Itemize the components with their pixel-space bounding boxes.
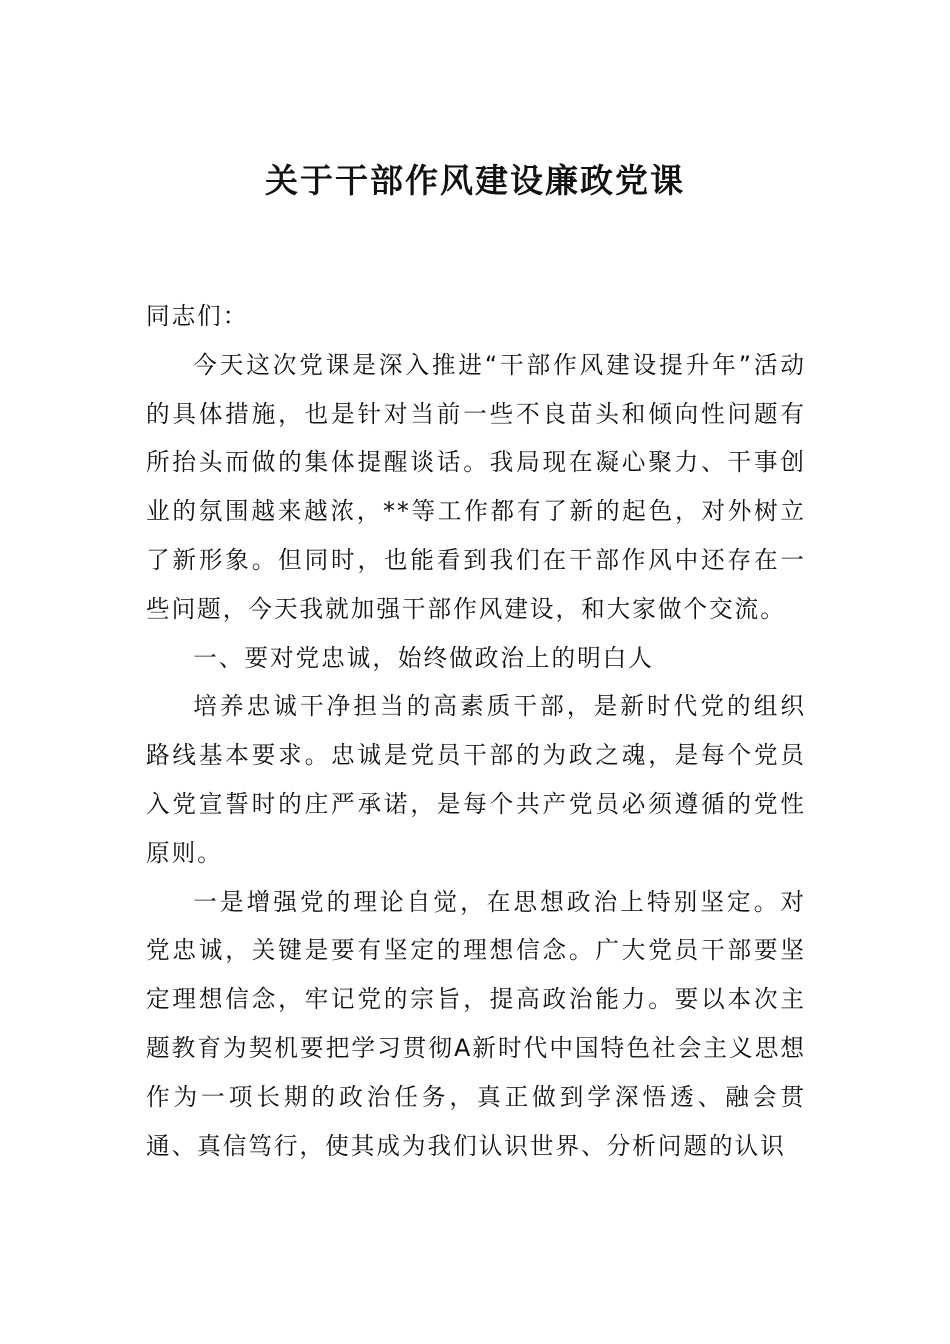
document-body xyxy=(146,292,806,1170)
document-title: 关于干部作风建设廉政党课 xyxy=(265,161,685,200)
section-heading-1: 一、要对党忠诚，始终做政治上的明白人 xyxy=(193,643,654,672)
salutation: 同志们： xyxy=(146,302,249,330)
paragraph-loyalty: 培养忠诚干净担当的高素质干部，是新时代党的组织路线基本要求。忠诚是党员干部的为政之魂，是每个党员入党宣誓时的庄严承诺，是每个共产党员必须遵循的党性原则。 xyxy=(146,692,806,867)
paragraph-theory: 一是增强党的理论自觉，在思想政治上特别坚定。对党忠诚，关键是要有坚定的理想信念。广大党员干部要坚定理想信念，牢记党的宗旨，提高政治能力。要以本次主题教育为契机要把学习贯彻A新时代中国特色社会主义思想作为一项长期的政治任务，真正做到学深悟透、融会贯通、真信笃行，使其成为我们认识世界、分析问题的认识 xyxy=(146,887,806,1160)
paragraph-intro: 今天这次党课是深入推进“干部作风建设提升年”活动的具体措施，也是针对当前一些不良苗头和倾向性问题有所抬头而做的集体提醒谈话。我局现在凝心聚力、干事创业的氛围越来越浓，**等工作都有了新的起色，对外树立了新形象。但同时，也能看到我们在干部作风中还存在一些问题，今天我就加强干部作风建设，和大家做个交流。 xyxy=(146,350,806,623)
